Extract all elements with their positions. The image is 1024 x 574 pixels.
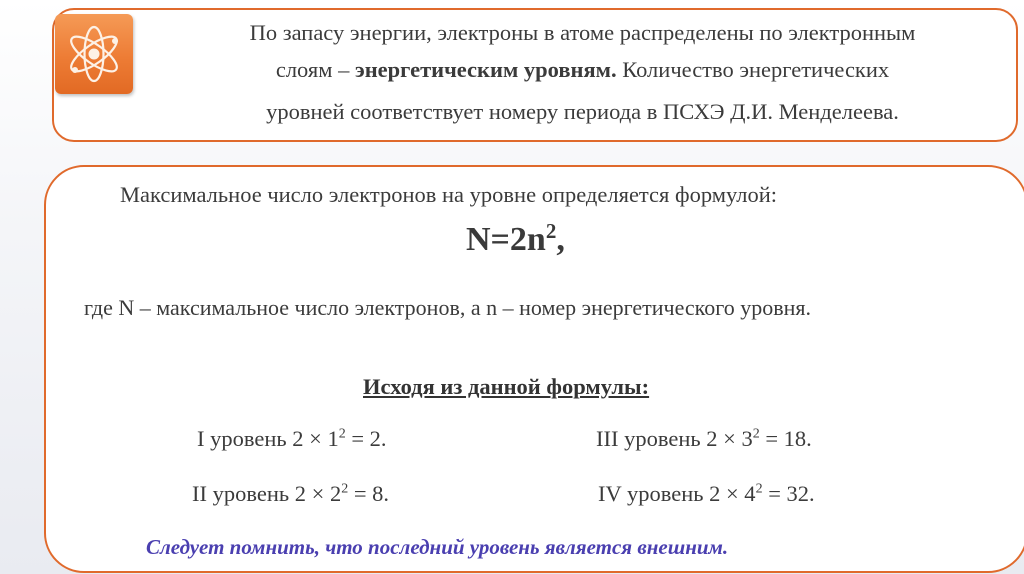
formula-intro: Максимальное число электронов на уровне определяется формулой: <box>120 182 778 207</box>
level-1-calc: I уровень $2 \times 1^2 = 2$. <box>197 426 387 451</box>
formula: $N=2n^2$, <box>466 219 565 258</box>
energy-levels-term: энергетическим уровням. <box>354 57 617 82</box>
definition-line-1: По запасу энергии, электроны в атоме распределены по электронным <box>249 20 916 45</box>
formula-explanation: где N – максимальное число электронов, а n – номер энергетического уровня. <box>84 295 811 320</box>
definition-text <box>150 14 1015 130</box>
outer-level-note: Следует помнить, что последний уровень является внешним. <box>146 535 729 559</box>
definition-line-3: уровней соответствует номеру периода в ПСХЭ Д.И. Менделеева. <box>266 99 899 124</box>
level-3-calc: III уровень $2 \times 3^2 = 18$. <box>596 426 812 451</box>
level-4-calc: IV уровень $2 \times 4^2 = 32$. <box>598 481 815 506</box>
atom-icon <box>55 14 133 94</box>
level-2-calc: II уровень $2 \times 2^2 = 8$. <box>192 481 390 506</box>
definition-line-2: слоям – энергетическим уровням. Количество энергетических <box>275 57 890 82</box>
atom-icon-tile <box>55 14 133 94</box>
examples-heading: Исходя из данной формулы: <box>363 374 650 399</box>
